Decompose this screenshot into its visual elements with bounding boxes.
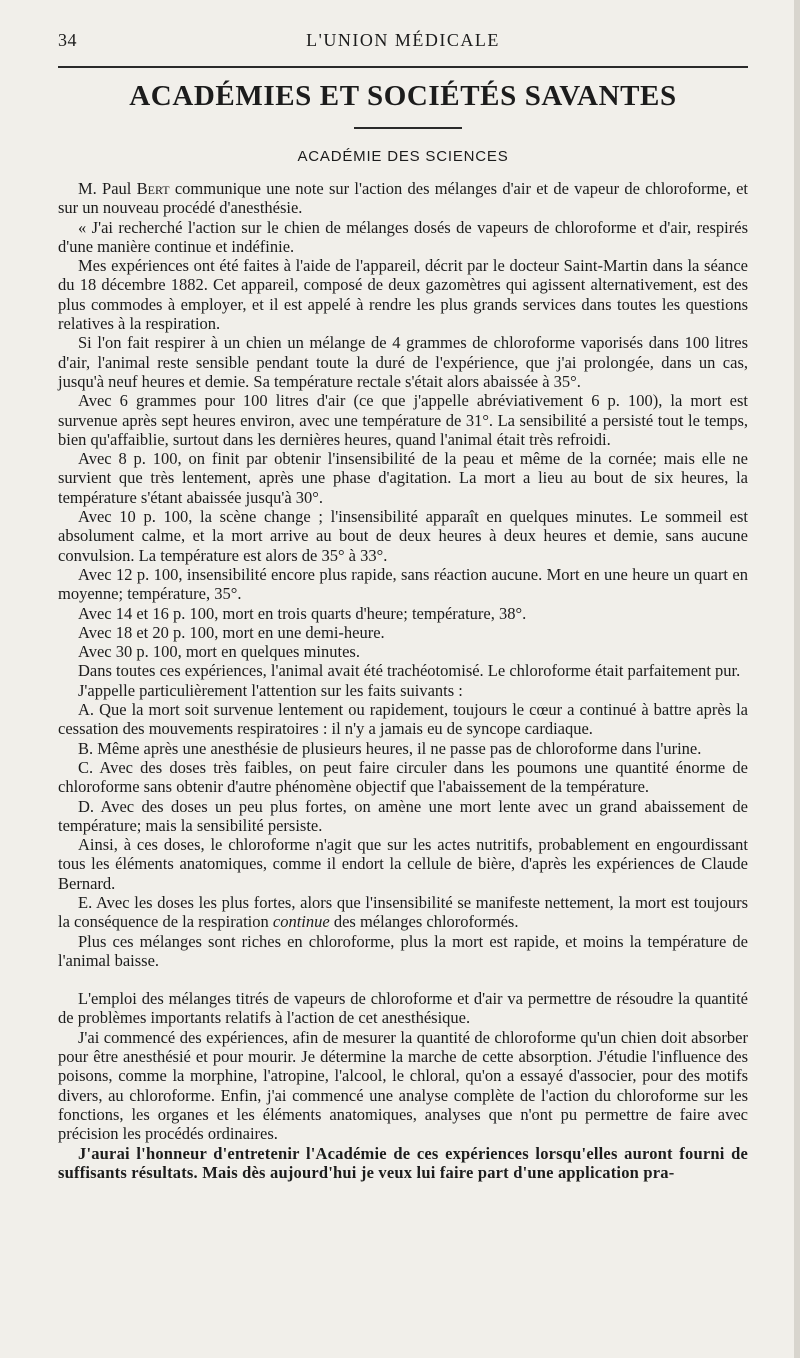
- subsection-title: ACADÉMIE DES SCIENCES: [297, 148, 509, 165]
- emphasis: continue: [272, 912, 330, 932]
- journal-title: L'UNION MÉDICALE: [306, 30, 500, 50]
- paragraph: J'appelle particulièrement l'attention sur les faits suivants :: [78, 680, 463, 700]
- paragraph: Avec 30 p. 100, mort en quelques minutes.: [78, 642, 360, 662]
- paragraph: Si l'on fait respirer à un chien un mélange de 4 grammes de chloroforme vaporisés dans 100 litres d'air, l'animal reste sensible pendant toute la duré de l'expérience, que j'ai prolongée, dans un cas, jusqu'à neuf heures et demie. Sa température rectale s'était alors abaissée à 35°.: [58, 333, 748, 391]
- paragraph: B. Même après une anesthésie de plusieurs heures, il ne passe pas de chloroforme dans l'urine.: [78, 738, 702, 758]
- paragraph: [58, 893, 748, 932]
- paragraph: Avec 10 p. 100, la scène change ; l'insensibilité apparaît en quelques minutes. Le sommeil est absolument calme, et la mort arrive au bout de deux heures à deux heures et demie, sans aucune convulsion. La température est alors de 35° à 33°.: [58, 507, 748, 565]
- paragraph: Dans toutes ces expériences, l'animal avait été trachéotomisé. Le chloroforme était parfaitement pur.: [78, 661, 741, 681]
- paragraph: A. Que la mort soit survenue lentement ou rapidement, toujours le cœur a continué à battre après la cessation des mouvements respiratoires : il n'y a jamais eu de syncope cardiaque.: [58, 700, 748, 739]
- paragraph: Avec 6 grammes pour 100 litres d'air (ce que j'appelle abréviativement 6 p. 100), la mort est survenue après sept heures environ, avec une température de 31°. La sensibilité a persisté tout le temps, bien qu'affaiblie, surtout dans les dernières heures, quand l'animal était très refroidi.: [58, 391, 748, 449]
- intro-prefix: M. Paul: [78, 179, 137, 198]
- page-number: 34: [58, 30, 77, 50]
- title-rule: [354, 127, 462, 129]
- author-name: Bert: [136, 179, 170, 198]
- intro-rest: communique une note sur l'action des mélanges d'air et de vapeur de chloroforme, et sur un nouveau procédé d'anesthésie.: [58, 179, 748, 218]
- paragraph: J'aurai l'honneur d'entretenir l'Académie de ces expériences lorsqu'elles auront fourni de suffisants résultats. Mais dès aujourd'hui je veux lui faire part d'une application pra-: [58, 1143, 748, 1182]
- paragraph: « J'ai recherché l'action sur le chien de mélanges dosés de vapeurs de chloroforme et d'air, respirés d'une manière continue et indéfinie.: [58, 217, 748, 256]
- paragraph: Ainsi, à ces doses, le chloroforme n'agit que sur les actes nutritifs, probablement en engourdissant tous les éléments anatomiques, comme il endort la cellule de bière, d'après les expériences de Claude Bernard.: [58, 835, 748, 893]
- paragraph: Avec 14 et 16 p. 100, mort en trois quarts d'heure; température, 38°.: [78, 603, 527, 623]
- article-body: [58, 179, 748, 1182]
- paragraph: Avec 8 p. 100, on finit par obtenir l'insensibilité de la peau et même de la cornée; mais elle ne survient que très lentement, après une phase d'agitation. La mort a lieu au bout de six heures, la température s'étant abaissée jusqu'à 30°.: [58, 449, 748, 507]
- text-run: des mélanges chloroformés.: [329, 912, 519, 932]
- paragraph: C. Avec des doses très faibles, on peut faire circuler dans les poumons une quantité énorme de chloroforme sans obtenir d'autre phénomène objectif que l'abaissement de la température.: [58, 757, 748, 797]
- text-run: E. Avec les doses les plus fortes, alors que l'insensibilité se manifeste nettement, la mort est toujours la conséquence de la respiration: [58, 892, 748, 932]
- paragraph: Avec 18 et 20 p. 100, mort en une demi-heure.: [78, 622, 385, 642]
- paragraph: Avec 12 p. 100, insensibilité encore plus rapide, sans réaction aucune. Mort en une heure un quart en moyenne; température, 35°.: [58, 564, 748, 604]
- page-edge-shadow: [794, 0, 800, 1358]
- paragraph: D. Avec des doses un peu plus fortes, on amène une mort lente avec un grand abaissement de température; mais la sensibilité persiste.: [58, 796, 748, 835]
- paragraph: L'emploi des mélanges titrés de vapeurs de chloroforme et d'air va permettre de résoudre la quantité de problèmes importants relatifs à l'action de cet anesthésique.: [58, 989, 748, 1028]
- header-rule: [58, 66, 748, 68]
- paragraph: Mes expériences ont été faites à l'aide de l'appareil, décrit par le docteur Saint-Martin dans la séance du 18 décembre 1882. Cet appareil, composé de deux gazomètres qui agissent alternativement, est des plus commodes à employer, et il est appelé à rendre les plus grands services dans toutes les questions relatives à la respiration.: [58, 256, 748, 334]
- paragraph: J'ai commencé des expériences, afin de mesurer la quantité de chloroforme qu'un chien doit absorber pour être anesthésié et pour mourir. Je détermine la marche de cette absorption. J'étudie l'influence des poisons, comme la morphine, l'atropine, l'alcool, le chloral, qu'on a essayé d'associer, pour des motifs divers, au chloroforme. Enfin, j'ai commencé une analyse complète de l'action du chloroforme sur les fonctions, les organes et les éléments anatomiques, analyses que n'ont pu permettre de faire avec précision les procédés ordinaires.: [58, 1027, 748, 1144]
- running-head: [58, 30, 748, 58]
- section-title: ACADÉMIES ET SOCIÉTÉS SAVANTES: [129, 80, 677, 112]
- paragraph-intro: [58, 179, 748, 218]
- paragraph: Plus ces mélanges sont riches en chloroforme, plus la mort est rapide, et moins la température de l'animal baisse.: [58, 931, 748, 970]
